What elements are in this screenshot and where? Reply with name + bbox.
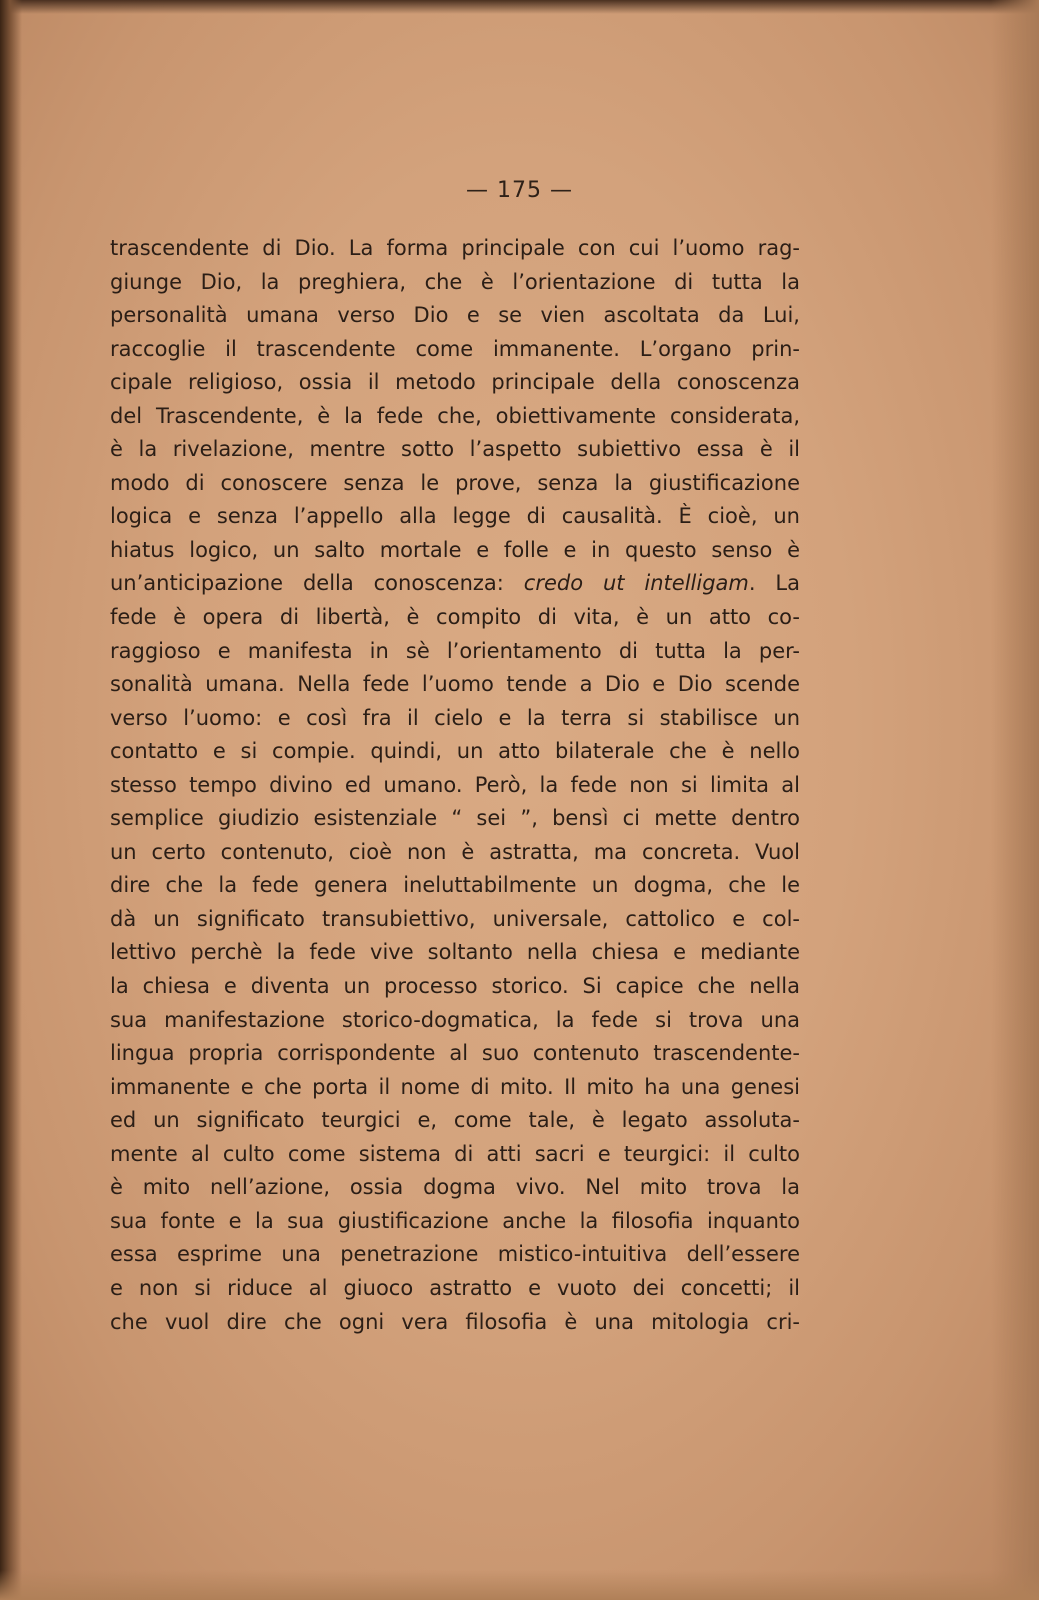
page-edge-top [0,0,1039,14]
latin-phrase: credo ut intelligam [523,571,749,596]
text-line: stesso tempo divino ed umano. Però, la fede non si limita al [110,772,800,797]
text-line: la chiesa e diventa un processo storico. Si capice che nella [110,974,800,999]
text-line: un’anticipazione della conoscenza: credo ut intelligam. La [110,571,800,596]
text-line: ed un significato teurgici e, come tale, è legato assoluta- [110,1108,800,1133]
text-line: immanente e che porta il nome di mito. Il mito ha una genesi [110,1074,800,1099]
text-line: personalità umana verso Dio e se vien ascoltata da Lui, [110,303,800,328]
text-line: semplice giudizio esistenziale “ sei ”, bensì ci mette dentro [110,806,800,831]
text-line: raggioso e manifesta in sè l’orientamento di tutta la per- [110,638,800,663]
text-line: fede è opera di libertà, è compito di vita, è un atto co- [110,605,800,630]
page-edge-left [0,0,22,1600]
text-line: è la rivelazione, mentre sotto l’aspetto subiettivo essa è il [110,437,800,462]
text-line: mente al culto come sistema di atti sacri e teurgici: il culto [110,1141,800,1166]
text-line: e non si riduce al giuoco astratto e vuoto dei concetti; il [110,1275,800,1300]
body-text [110,232,800,1339]
text-line: che vuol dire che ogni vera filosofia è una mitologia cri- [110,1309,800,1334]
text-line: del Trascendente, è la fede che, obiettivamente considerata, [110,403,800,428]
text-line: dà un significato transubiettivo, universale, cattolico e col- [110,906,800,931]
text-line: lettivo perchè la fede vive soltanto nella chiesa e mediante [110,940,800,965]
text-line: cipale religioso, ossia il metodo principale della conoscenza [110,370,800,395]
text-line: modo di conoscere senza le prove, senza la giustificazione [110,470,800,495]
text-line: contatto e si compie. quindi, un atto bilaterale che è nello [110,739,800,764]
text-line: trascendente di Dio. La forma principale con cui l’uomo rag- [110,236,800,260]
text-line: è mito nell’azione, ossia dogma vivo. Nel mito trova la [110,1175,800,1200]
text-line: essa esprime una penetrazione mistico-intuitiva dell’essere [110,1242,800,1267]
text-line: sua fonte e la sua giustificazione anche la filosofia inquanto [110,1208,800,1233]
text-line: hiatus logico, un salto mortale e folle e in questo senso è [110,537,800,562]
text-line: un certo contenuto, cioè non è astratta, ma concreta. Vuol [110,839,800,864]
page-edge-bottom [0,1570,1039,1600]
text-line: lingua propria corrispondente al suo contenuto trascendente- [110,1041,800,1066]
text-line: sua manifestazione storico-dogmatica, la fede si trova una [110,1007,800,1032]
text-line: giunge Dio, la preghiera, che è l’orientazione di tutta la [110,269,800,294]
text-line: verso l’uomo: e così fra il cielo e la terra si stabilisce un [110,705,800,730]
page-number: — 175 — [466,178,573,203]
text-line: dire che la fede genera ineluttabilmente un dogma, che le [110,873,800,898]
page-edge-right [991,0,1039,1600]
text-line: raccoglie il trascendente come immanente. L’organo prin- [110,336,800,361]
text-line: sonalità umana. Nella fede l’uomo tende a Dio e Dio scende [110,672,800,697]
text-line: logica e senza l’appello alla legge di causalità. È cioè, un [110,504,800,529]
